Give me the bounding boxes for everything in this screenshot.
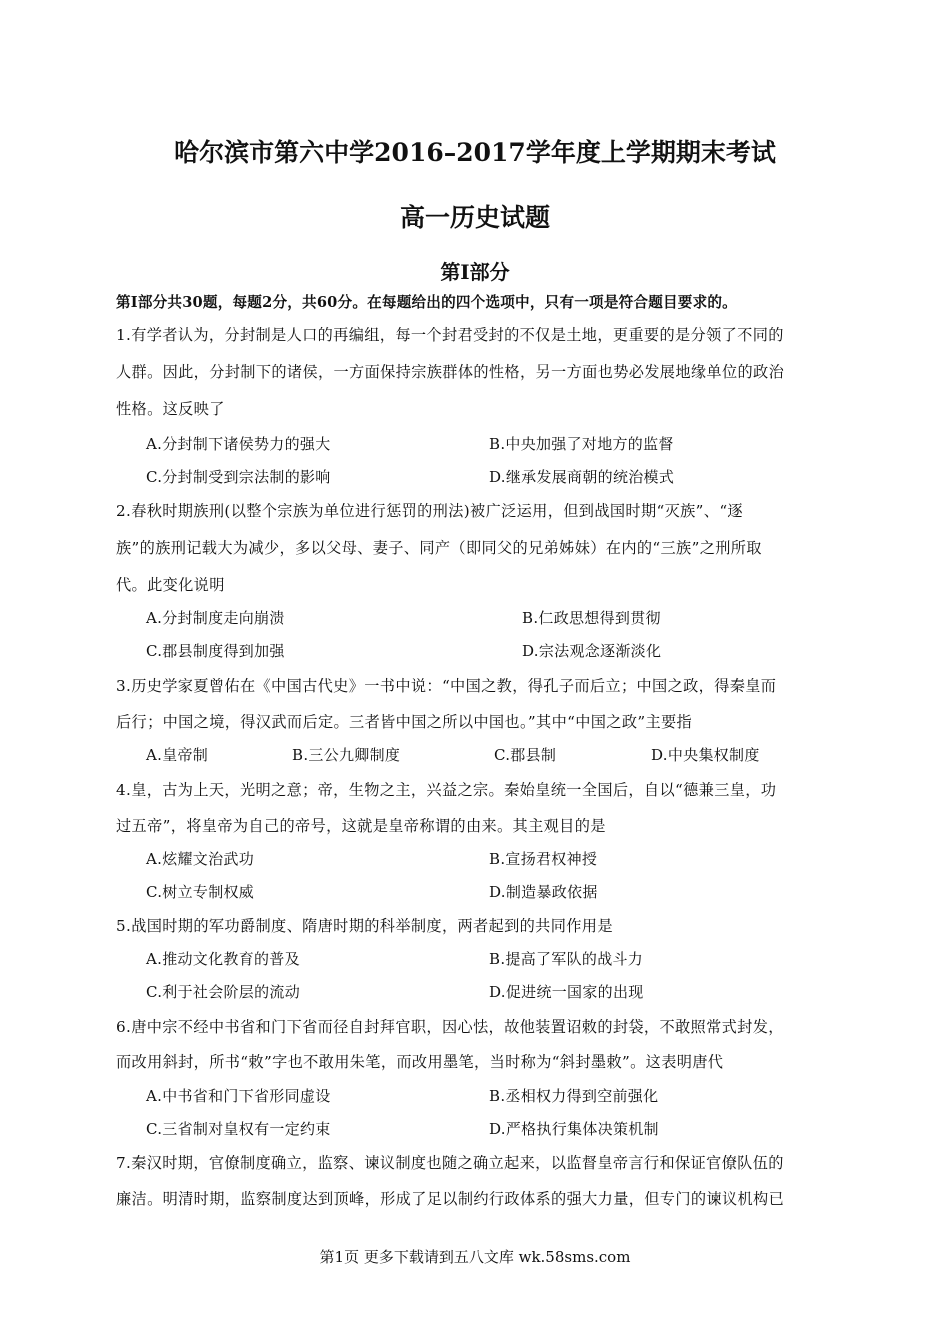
option: B.丞相权力得到空前强化	[489, 1087, 659, 1105]
exam-subtitle: 高一历史试题	[399, 203, 550, 232]
option: D.促进统一国家的出现	[489, 983, 644, 1001]
instructions: 第Ⅰ部分共30题，每题2分，共60分。在每题给出的四个选项中，只有一项是符合题目要求的。	[116, 294, 737, 311]
option: A.分封制度走向崩溃	[146, 609, 285, 627]
option: C.利于社会阶层的流动	[146, 983, 301, 1001]
option: C.分封制受到宗法制的影响	[146, 468, 331, 486]
option: A.分封制下诸侯势力的强大	[146, 435, 331, 453]
option: B.提高了军队的战斗力	[489, 950, 644, 968]
question-line: 人群。因此，分封制下的诸侯，一方面保持宗族群体的性格，另一方面也势必发展地缘单位的政治	[116, 363, 785, 381]
option: C.树立专制权威	[146, 883, 255, 901]
question-line: 2.春秋时期族刑(以整个宗族为单位进行惩罚的刑法)被广泛运用，但到战国时期“灭族”、“逐	[116, 502, 743, 520]
question-line: 6.唐中宗不经中书省和门下省而径自封拜官职，因心怯，故他装置诏敕的封袋，不敢照常式封发，	[116, 1018, 784, 1036]
question-line: 7.秦汉时期，官僚制度确立，监察、谏议制度也随之确立起来，以监督皇帝言行和保证官僚队伍的	[116, 1154, 784, 1172]
question-line: 4.皇，古为上天，光明之意；帝，生物之主，兴益之宗。秦始皇统一全国后，自以“德兼三皇，功	[116, 781, 777, 799]
question-line: 而改用斜封，所书“敕”字也不敢用朱笔，而改用墨笔，当时称为“斜封墨敕”。这表明唐代	[116, 1053, 724, 1071]
question-line: 代。此变化说明	[116, 576, 225, 594]
question-line: 3.历史学家夏曾佑在《中国古代史》一书中说：“中国之教，得孔子而后立；中国之政，得秦皇而	[116, 677, 777, 695]
option: D.宗法观念逐渐淡化	[522, 642, 662, 660]
option: A.推动文化教育的普及	[146, 950, 300, 968]
question-line: 族”的族刑记载大为减少，多以父母、妻子、同产（即同父的兄弟姊妹）在内的“三族”之刑所取	[116, 539, 762, 557]
exam-title: 哈尔滨市第六中学2016–2017学年度上学期期末考试	[174, 138, 776, 167]
option: D.继承发展商朝的统治模式	[489, 468, 675, 486]
option: C.郡县制	[494, 746, 557, 764]
option: B.仁政思想得到贯彻	[522, 609, 661, 627]
question-line: 过五帝”，将皇帝为自己的帝号，这就是皇帝称谓的由来。其主观目的是	[116, 817, 606, 835]
option: A.皇帝制	[146, 746, 209, 764]
option: D.严格执行集体决策机制	[489, 1120, 659, 1138]
page-footer: 第1页 更多下载请到五八文库 wk.58sms.com	[319, 1248, 631, 1266]
question-line: 5.战国时期的军功爵制度、隋唐时期的科举制度，两者起到的共同作用是	[116, 917, 613, 935]
question-line: 1.有学者认为，分封制是人口的再编组，每一个封君受封的不仅是土地，更重要的是分领了不同的	[116, 326, 784, 344]
question-line: 后行；中国之境，得汉武而后定。三者皆中国之所以中国也。”其中“中国之政”主要指	[116, 713, 693, 731]
option: D.中央集权制度	[651, 746, 760, 764]
option: B.三公九卿制度	[292, 746, 401, 764]
option: A.炫耀文治武功	[146, 850, 255, 868]
option: D.制造暴政依据	[489, 883, 598, 901]
section-title: 第Ⅰ部分	[440, 260, 510, 284]
question-line: 性格。这反映了	[116, 400, 225, 418]
question-line: 廉洁。明清时期，监察制度达到顶峰，形成了足以制约行政体系的强大力量，但专门的谏议机构已	[116, 1190, 785, 1208]
option: A.中书省和门下省形同虚设	[146, 1087, 331, 1105]
option: C.三省制对皇权有一定约束	[146, 1120, 331, 1138]
option: C.郡县制度得到加强	[146, 642, 285, 660]
option: B.中央加强了对地方的监督	[489, 435, 674, 453]
option: B.宣扬君权神授	[489, 850, 598, 868]
